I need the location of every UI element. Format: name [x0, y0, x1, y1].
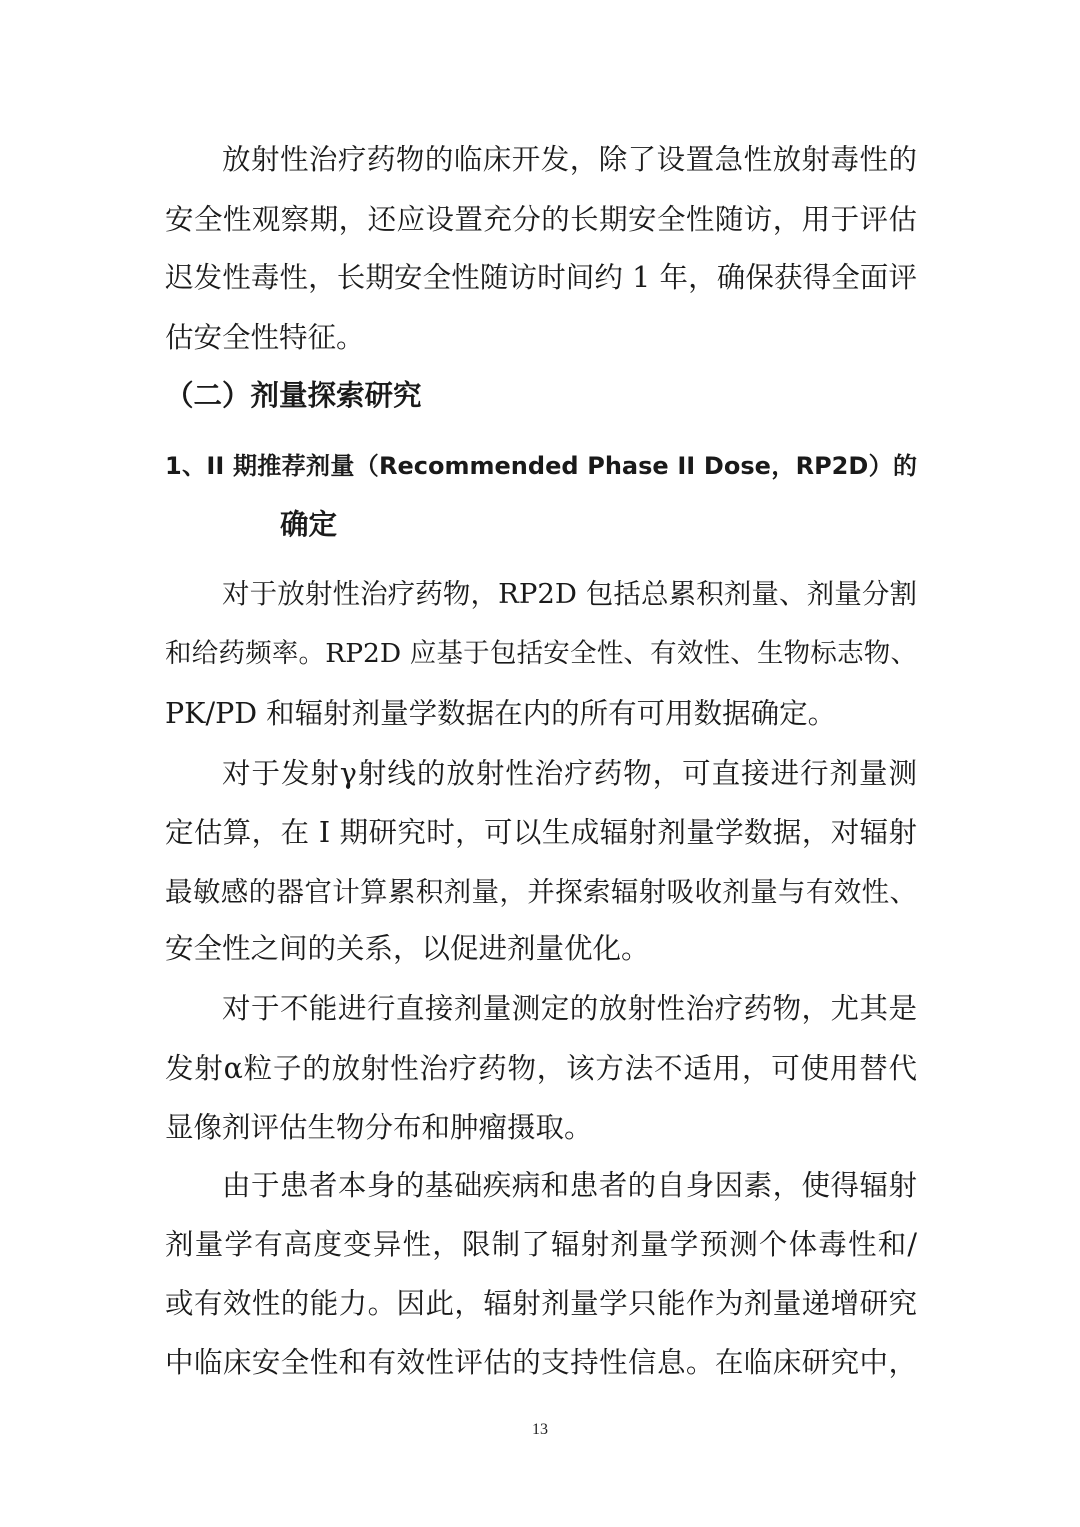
paragraph-3-line-3: 最敏感的器官计算累积剂量，并探索辐射吸收剂量与有效性、	[165, 876, 917, 908]
section-heading: （二）剂量探索研究	[165, 379, 422, 412]
paragraph-3-line-1: 对于发射γ射线的放射性治疗药物，可直接进行剂量测	[222, 757, 917, 790]
page-number: 13	[532, 1421, 548, 1438]
paragraph-5-line-3: 或有效性的能力。因此，辐射剂量学只能作为剂量递增研究	[165, 1287, 917, 1320]
paragraph-5-line-2: 剂量学有高度变异性，限制了辐射剂量学预测个体毒性和/	[165, 1228, 917, 1261]
subsection-heading-line-2: 确定	[280, 508, 338, 541]
paragraph-2-line-1: 对于放射性治疗药物，RP2D 包括总累积剂量、剂量分割	[222, 578, 917, 610]
paragraph-2-line-3: PK/PD 和辐射剂量学数据在内的所有可用数据确定。	[165, 697, 837, 730]
paragraph-1-line-4: 估安全性特征。	[165, 321, 365, 354]
paragraph-4-line-3: 显像剂评估生物分布和肿瘤摄取。	[165, 1111, 593, 1144]
paragraph-4-line-1: 对于不能进行直接剂量测定的放射性治疗药物，尤其是	[222, 992, 917, 1025]
paragraph-5-line-1: 由于患者本身的基础疾病和患者的自身因素，使得辐射	[222, 1169, 917, 1202]
paragraph-3-line-4: 安全性之间的关系，以促进剂量优化。	[165, 932, 650, 965]
paragraph-4-line-2: 发射α粒子的放射性治疗药物，该方法不适用，可使用替代	[165, 1052, 917, 1085]
paragraph-3-line-2: 定估算，在 I 期研究时，可以生成辐射剂量学数据，对辐射	[165, 816, 917, 849]
subsection-heading-line-1: 1、II 期推荐剂量（Recommended Phase II Dose，RP2D）的	[165, 452, 917, 480]
paragraph-2-line-2: 和给药频率。RP2D 应基于包括安全性、有效性、生物标志物、	[165, 638, 917, 669]
paragraph-1-line-3: 迟发性毒性，长期安全性随访时间约 1 年，确保获得全面评	[165, 261, 917, 294]
paragraph-5-line-4: 中临床安全性和有效性评估的支持性信息。在临床研究中，	[165, 1346, 917, 1379]
paragraph-1-line-1: 放射性治疗药物的临床开发，除了设置急性放射毒性的	[222, 143, 917, 176]
paragraph-1-line-2: 安全性观察期，还应设置充分的长期安全性随访，用于评估	[165, 203, 917, 236]
